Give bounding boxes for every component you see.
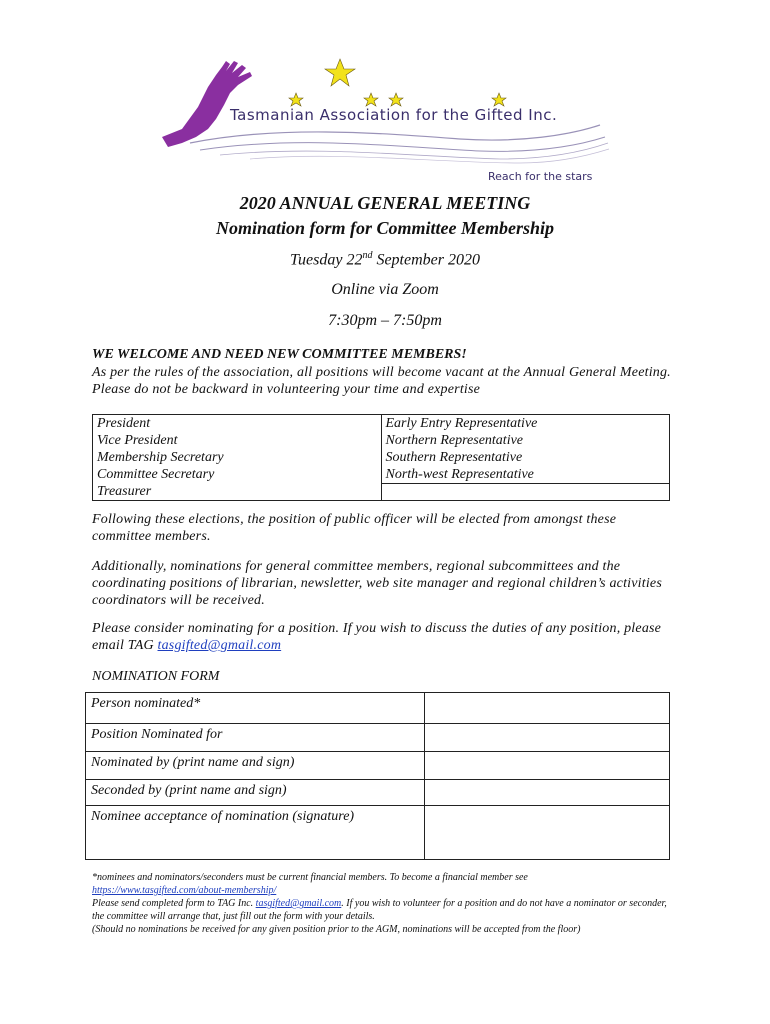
page-subtitle: Nomination form for Committee Membership [215,218,555,238]
public-officer-text: Following these elections, the position of public officer will be elected from amongst these committee members. [92,512,617,544]
swoosh-line [200,137,605,151]
footnote [92,871,672,936]
position-item: Southern Representative [385,450,523,465]
form-label: Position Nominated for [86,724,425,752]
footnote-membership: *nominees and nominators/seconders must be current financial members. To become a financial member see [92,872,528,883]
page-title: 2020 ANNUAL GENERAL MEETING [239,193,531,213]
star-icon [325,59,355,86]
meeting-date [0,250,770,269]
nomination-form-heading: NOMINATION FORM [92,669,220,684]
logo-tagline: Reach for the stars [488,170,593,183]
positions-table [92,414,670,501]
form-row [86,752,670,780]
form-row [86,693,670,724]
form-row [86,780,670,806]
star-icon [364,93,378,106]
position-item: Northern Representative [385,433,524,448]
reaching-hand-icon [162,61,252,147]
meeting-time: 7:30pm – 7:50pm [328,312,442,329]
footnote-send [92,897,672,923]
welcome-heading: WE WELCOME AND NEED NEW COMMITTEE MEMBERS! [92,347,467,362]
membership-link[interactable]: https://www.tasgifted.com/about-membership/ [92,885,277,896]
form-label: Seconded by (print name and sign) [86,780,425,806]
intro-text: As per the rules of the association, all positions will become vacant at the Annual General Meeting. Please do not be backward in volunteering your time and expertise [92,365,671,397]
position-item: Membership Secretary [97,450,224,465]
star-icon [289,93,303,106]
additional-text: Additionally, nominations for general committee members, regional subcommittees and the coordinating positions of librarian, newsletter, web site manager and regional children’s activities coordinators will be received. [92,559,662,608]
position-item: Treasurer [97,484,152,499]
position-field[interactable] [425,724,670,752]
positions-column-left [93,415,382,501]
person-nominated-field[interactable] [425,693,670,724]
footnote-send-prefix: Please send completed form to TAG Inc. [92,898,256,909]
form-row [86,724,670,752]
form-label: Person nominated* [86,693,425,724]
footnote-send-suffix: . If you wish to volunteer for a position and do not have a nominator or seconder, the committee will arrange that, just fill out the form with your details. [92,898,667,922]
position-item: North-west Representative [385,467,534,482]
date-suffix: September 2020 [372,251,480,269]
star-icon [389,93,403,106]
position-item: Vice President [97,433,178,448]
form-row [86,806,670,860]
positions-column-right [381,415,670,501]
form-label: Nominee acceptance of nomination (signature) [86,806,425,860]
acceptance-signature-field[interactable] [425,806,670,860]
consider-sentence: Please consider nominating for a position. If you wish to discuss the duties of any position, please email TAG [92,621,662,653]
position-item: President [97,416,151,431]
footnote-email-link[interactable]: tasgifted@gmail.com [255,898,342,909]
consider-text [92,620,672,654]
position-item: Early Entry Representative [385,416,538,431]
email-link[interactable]: tasgifted@gmail.com [157,638,282,653]
logo-name: Tasmanian Association for the Gifted Inc. [230,106,558,124]
position-item: Committee Secretary [97,467,215,482]
seconded-by-field[interactable] [425,780,670,806]
meeting-venue: Online via Zoom [331,281,439,298]
date-ordinal: nd [362,250,373,261]
nomination-form-table [85,692,670,860]
swoosh-line [190,125,600,143]
swoosh-line [220,143,608,159]
nominated-by-field[interactable] [425,752,670,780]
form-label: Nominated by (print name and sign) [86,752,425,780]
date-prefix: Tuesday 22 [290,251,363,269]
footnote-floor-note: (Should no nominations be received for any given position prior to the AGM, nominations will be accepted from the floor) [92,924,581,935]
star-icon [492,93,506,106]
